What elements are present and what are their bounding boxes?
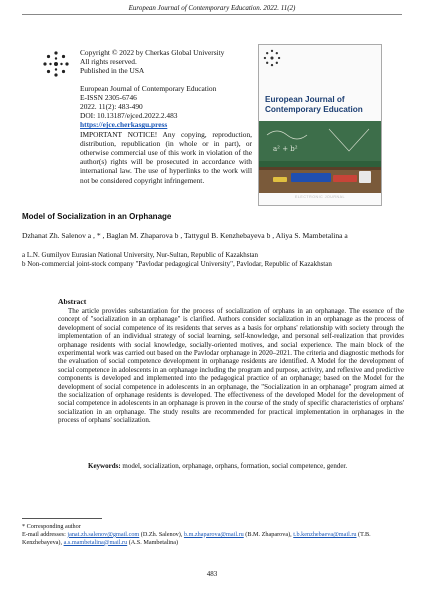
affiliation-a: a L.N. Gumilyov Eurasian National University, Nur-Sultan, Republic of Kazakhstan bbox=[22, 251, 258, 259]
keywords bbox=[58, 462, 404, 470]
author-list: Dzhanat Zh. Salenov a , * , Baglan M. Zhaparova b , Tattygul B. Kenzhebayeva b , Aliya S. Mambetalina a bbox=[22, 231, 348, 240]
svg-text:a² + b²: a² + b² bbox=[273, 145, 298, 153]
email-link-salenov[interactable]: janat.zh.salenov@gmail.com bbox=[67, 530, 140, 538]
footnote bbox=[22, 523, 404, 546]
email-addresses: E-mail addresses: janat.zh.salenov@gmail.com (D.Zh. Salenov), b.m.zhaparova@mail.ru (B.M. Zhaparova), t.b.kenzhebaeva@mail.ru (T.B. Kenzhebayeva), a.s.mambetalina@mail.ru (A.S. Mambetalina) bbox=[22, 530, 371, 546]
cover-title: European Journal of Contemporary Education bbox=[265, 95, 363, 114]
cover-chalkboard-image bbox=[259, 121, 381, 193]
footnote-divider bbox=[22, 518, 102, 519]
header-divider bbox=[22, 14, 402, 15]
journal-name: European Journal of Contemporary Education bbox=[80, 83, 217, 93]
copyright-line: Copyright © 2022 by Cherkas Global University bbox=[80, 48, 225, 57]
doi: DOI: 10.13187/ejced.2022.2.483 bbox=[80, 111, 178, 121]
keywords-label: Keywords: bbox=[88, 462, 121, 470]
abstract-heading: Abstract bbox=[58, 297, 87, 306]
issue-pages: 2022. 11(2): 483-490 bbox=[80, 102, 143, 112]
rights-line: All rights reserved. bbox=[80, 57, 137, 67]
cover-logo-icon bbox=[263, 49, 281, 67]
running-header: European Journal of Contemporary Education. 2022. 11(2) bbox=[128, 4, 296, 12]
journal-cover bbox=[258, 44, 382, 206]
publication-info bbox=[80, 48, 252, 185]
email-link-mambetalina[interactable]: a.s.mambetalina@mail.ru bbox=[63, 538, 128, 546]
published-line: Published in the USA bbox=[80, 66, 145, 76]
abstract-body: The article provides substantiation for the process of socialization of orphans in an orphanage. The essence of the concept of "socialization in an orphanage" is clarified. Authors consider socialization in an orphanage as the process of development of social competence of its residents that serves as a basis for orphans' relationship with society through the implementation of an individual strategy of social learning, self-knowledge, and personal self-realization that provides orphanage residents with social knowledge, socially-oriented motives, and social experience. The main block of the experimental work was carried out based on the Pavlodar orphanage in 2020–2021. The criteria and diagnostic methods for the evaluation of social competence development in orphanage residents are identified. A Model for the development of social competence in adolescents in an orphanage including the program and purpose, activity, and reflexive and predictive components is developed and implemented into the pedagogical practice of an orphanage; based on the Model for the development of social competence in adolescents in an orphanage, the "Socialization in an orphanage" program aimed at the socialization of orphanage residents is developed. The effectiveness of the developed Model for the development of social competence in adolescents in an orphanage is proven in the course of the study of specific characteristics of orphans' socialization in an orphanage. The study results are recommended for practical implementation in orphanages in the process of orphans' socialization. bbox=[58, 307, 404, 425]
email-link-zhaparova[interactable]: b.m.zhaparova@mail.ru bbox=[183, 530, 244, 538]
corresponding-author: * Corresponding author bbox=[22, 523, 81, 530]
publisher-logo-icon bbox=[42, 50, 70, 78]
journal-link[interactable]: https://ejce.cherkasgu.press bbox=[80, 120, 168, 130]
keywords-list: model, socialization, orphanage, orphans, formation, social competence, gender. bbox=[120, 462, 348, 470]
eissn: E-ISSN 2305-6746 bbox=[80, 92, 137, 102]
cover-subtitle: ELECTRONIC JOURNAL bbox=[295, 195, 345, 199]
page-number: 483 bbox=[206, 570, 218, 578]
article-title: Model of Socialization in an Orphanage bbox=[22, 212, 172, 221]
copyright-notice: IMPORTANT NOTICE! Any copying, reproduction, distribution, republication (in whole or in part), or otherwise commercial use of this work in violation of the author(s) rights will be prosecuted in accordance with international law. The use of hyperlinks to the work will not be considered copyright infringement. bbox=[80, 129, 252, 185]
affiliation-b: b Non-commercial joint-stock company "Pavlodar pedagogical University", Pavlodar, Republic of Kazakhstan bbox=[22, 260, 332, 268]
email-link-kenzhebayeva[interactable]: t.b.kenzhebaeva@mail.ru bbox=[293, 530, 357, 538]
affiliations bbox=[22, 251, 402, 269]
